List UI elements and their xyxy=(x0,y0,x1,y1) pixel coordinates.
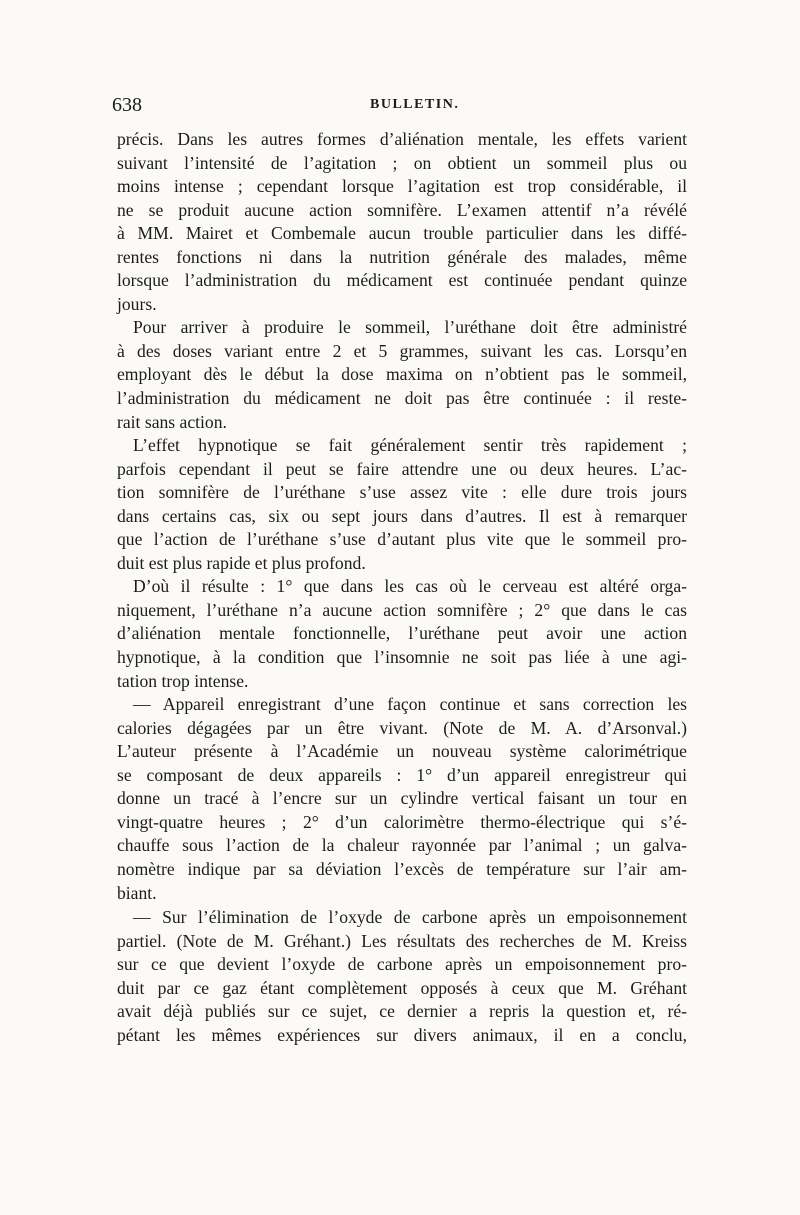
text-line: tion somnifère de l’uréthane s’use assez vite : elle dure trois jours xyxy=(117,482,687,503)
text-line: précis. Dans les autres formes d’aliénation mentale, les effets varient xyxy=(117,129,687,149)
text-line: L’auteur présente à l’Académie un nouveau système calorimétrique xyxy=(117,741,687,762)
text-line: calories dégagées par un être vivant. (Note de M. A. d’Arsonval.) xyxy=(117,717,687,738)
text-line: d’aliénation mentale fonctionnelle, l’uréthane peut avoir une action xyxy=(117,623,687,644)
text-line: à des doses variant entre 2 et 5 grammes, suivant les cas. Lorsqu’en xyxy=(117,340,687,361)
text-line: employant dès le début la dose maxima on n’obtient pas le sommeil, xyxy=(117,364,687,385)
text-line: lorsque l’administration du médicament est continuée pendant quinze xyxy=(117,270,687,291)
text-line: jours. xyxy=(117,293,157,314)
text-line: parfois cependant il peut se faire attendre une ou deux heures. L’ac- xyxy=(117,458,687,479)
text-line: niquement, l’uréthane n’a aucune action somnifère ; 2° que dans le cas xyxy=(117,599,687,620)
text-line: hypnotique, à la condition que l’insomnie ne soit pas liée à une agi- xyxy=(117,647,687,668)
text-line: à MM. Mairet et Combemale aucun trouble particulier dans les diffé- xyxy=(117,223,687,244)
text-line: suivant l’intensité de l’agitation ; on obtient un sommeil plus ou xyxy=(117,152,687,173)
text-line: ne se produit aucune action somnifère. L’examen attentif n’a révélé xyxy=(117,199,687,220)
text-line: biant. xyxy=(117,882,157,903)
text-line: moins intense ; cependant lorsque l’agitation est trop considérable, il xyxy=(117,176,687,197)
text-line: Pour arriver à produire le sommeil, l’uréthane doit être administré xyxy=(133,317,687,338)
text-line: L’effet hypnotique se fait généralement sentir très rapidement ; xyxy=(133,435,687,456)
text-line: — Sur l’élimination de l’oxyde de carbone après un empoisonnement xyxy=(133,907,687,928)
page-number: 638 xyxy=(112,94,142,116)
text-line: rait sans action. xyxy=(117,411,227,432)
text-line: — Appareil enregistrant d’une façon continue et sans correction les xyxy=(133,694,687,715)
body-text xyxy=(117,128,687,1047)
text-line: sur ce que devient l’oxyde de carbone après un empoisonnement pro- xyxy=(117,954,687,975)
text-line: dans certains cas, six ou sept jours dans d’autres. Il est à remarquer xyxy=(117,505,687,526)
text-line: nomètre indique par sa déviation l’excès de température sur l’air am- xyxy=(117,858,687,879)
text-line: que l’action de l’uréthane s’use d’autant plus vite que le sommeil pro- xyxy=(117,529,687,550)
text-line: donne un tracé à l’encre sur un cylindre vertical faisant un tour en xyxy=(117,788,687,809)
text-line: se composant de deux appareils : 1° d’un appareil enregistreur qui xyxy=(117,764,687,785)
text-line: vingt-quatre heures ; 2° d’un calorimètre thermo-électrique qui s’é- xyxy=(117,811,687,832)
text-line: tation trop intense. xyxy=(117,670,249,691)
text-line: rentes fonctions ni dans la nutrition générale des malades, même xyxy=(117,246,687,267)
text-line: pétant les mêmes expériences sur divers animaux, il en a conclu, xyxy=(117,1024,687,1045)
running-title: BULLETIN. xyxy=(370,97,460,112)
text-line: chauffe sous l’action de la chaleur rayonnée par l’animal ; un galva- xyxy=(117,835,687,856)
text-line: duit par ce gaz étant complètement opposés à ceux que M. Gréhant xyxy=(117,977,687,998)
text-line: l’administration du médicament ne doit pas être continuée : il reste- xyxy=(117,388,687,409)
text-line: partiel. (Note de M. Gréhant.) Les résultats des recherches de M. Kreiss xyxy=(117,930,687,951)
text-line: duit est plus rapide et plus profond. xyxy=(117,552,366,573)
text-line: avait déjà publiés sur ce sujet, ce dernier a repris la question et, ré- xyxy=(117,1001,687,1022)
page-header xyxy=(112,94,692,120)
text-line: D’où il résulte : 1° que dans les cas où le cerveau est altéré orga- xyxy=(133,576,687,597)
